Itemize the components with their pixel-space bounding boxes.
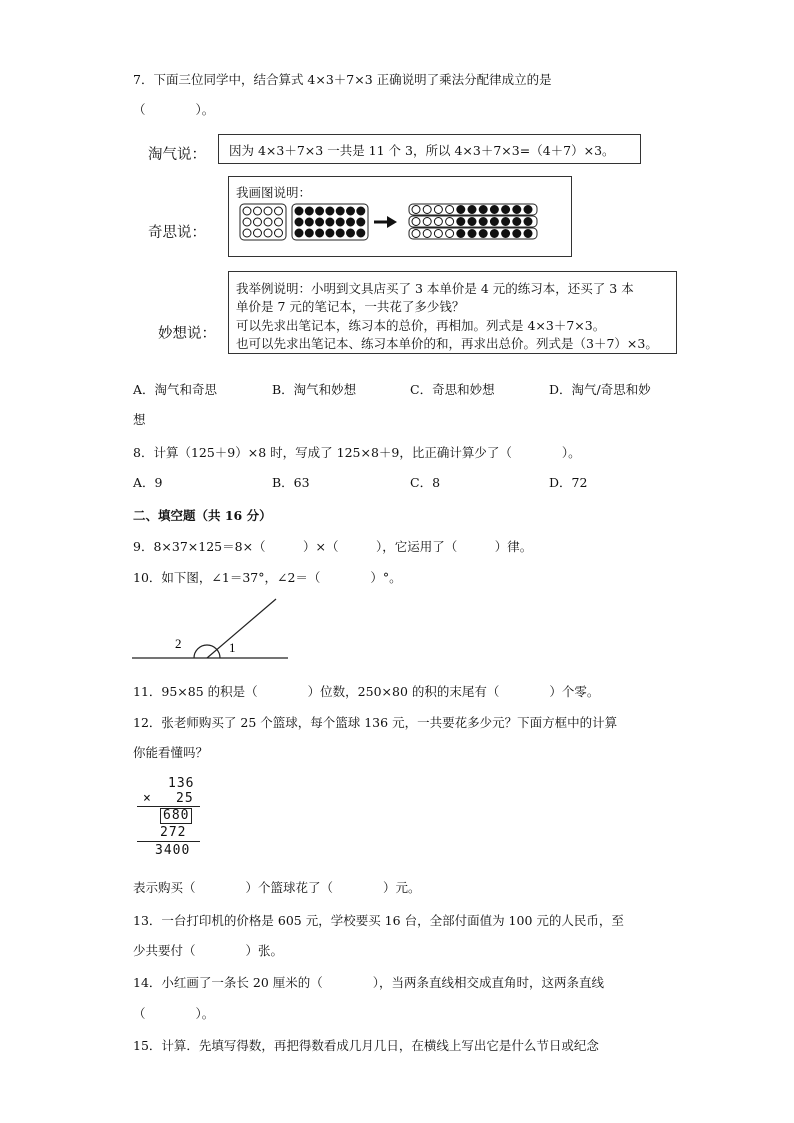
q14-line1: 14．小红画了一条长 20 厘米的（ ），当两条直线相交成直角时，这两条直线: [133, 975, 605, 990]
angle-arc: [194, 645, 220, 658]
filled-dot: [479, 218, 487, 226]
q7-option-d-wrap: 想: [133, 412, 146, 427]
hollow-dot: [275, 229, 283, 237]
miaoxiang-line: 单价是 7 元的笔记本，一共花了多少钱？: [236, 299, 465, 314]
q7-option-a[interactable]: A．淘气和奇思: [133, 382, 218, 397]
qisi-title: 我画图说明：: [236, 185, 312, 200]
filled-dot: [468, 230, 476, 238]
q13-line2: 少共要付（ ）张。: [133, 943, 284, 958]
q13-line1: 13．一台打印机的价格是 605 元，学校要买 16 台，全部付面值为 100 元的人民币，至: [133, 913, 624, 928]
filled-dot: [479, 230, 487, 238]
filled-dot: [513, 218, 521, 226]
hollow-dot: [434, 206, 442, 214]
filled-dot: [316, 218, 324, 226]
ray-line: [207, 599, 276, 658]
filled-dot: [347, 229, 355, 237]
miaoxiang-line: 可以先求出笔记本，练习本的总价，再相加。列式是 4×3＋7×3。: [236, 318, 606, 333]
miaoxiang-label: 妙想说：: [158, 326, 216, 342]
q12-answer: 表示购买（ ）个篮球花了（ ）元。: [133, 880, 421, 895]
q7-option-c[interactable]: C．奇思和妙想: [410, 382, 495, 397]
q8-option-c[interactable]: C．8: [410, 475, 441, 490]
filled-dot: [336, 218, 344, 226]
miaoxiang-line: 也可以先求出笔记本、练习本单价的和，再求出总价。列式是（3＋7）×3。: [236, 336, 658, 351]
hollow-dot: [254, 207, 262, 215]
qisi-label: 奇思说：: [148, 225, 206, 241]
filled-dot: [305, 207, 313, 215]
hollow-dot: [423, 218, 431, 226]
filled-dot: [502, 206, 510, 214]
q11: 11．95×85 的积是（ ）位数，250×80 的积的末尾有（ ）个零。: [133, 684, 600, 699]
q7-stem: 7．下面三位同学中，结合算式 4×3＋7×3 正确说明了乘法分配律成立的是: [133, 72, 552, 87]
hollow-dot: [275, 207, 283, 215]
hollow-dot: [264, 207, 272, 215]
hollow-dot: [434, 230, 442, 238]
angle-1-label: 1: [229, 640, 236, 655]
filled-dot: [295, 207, 303, 215]
hollow-dot: [275, 218, 283, 226]
angle-figure: [130, 595, 295, 665]
calc-row1: 136: [168, 776, 195, 791]
q12-line2: 你能看懂吗？: [133, 745, 209, 760]
filled-dot: [336, 207, 344, 215]
filled-dot: [316, 229, 324, 237]
q7-option-d[interactable]: D．淘气/奇思和妙: [549, 382, 651, 397]
filled-dot: [316, 207, 324, 215]
calc-rule-1: [137, 806, 200, 807]
filled-dot: [357, 229, 365, 237]
filled-dot: [524, 218, 532, 226]
filled-dot: [326, 229, 334, 237]
filled-dot: [490, 230, 498, 238]
qisi-box: [228, 176, 572, 257]
calc-rule-2: [137, 841, 200, 842]
miaoxiang-box: [228, 271, 677, 354]
arrow-icon: [387, 216, 397, 228]
taoqi-text: 因为 4×3＋7×3 一共是 11 个 3，所以 4×3＋7×3=（4＋7）×3。: [229, 143, 615, 158]
hollow-dot: [264, 218, 272, 226]
hollow-dot: [434, 218, 442, 226]
hollow-dot: [412, 218, 420, 226]
hollow-dot: [264, 229, 272, 237]
calc-times: ×: [143, 791, 152, 806]
filled-dot: [326, 218, 334, 226]
q8-option-b[interactable]: B．63: [272, 475, 310, 490]
hollow-dot: [254, 218, 262, 226]
q9: 9．8×37×125＝8×（ ）×（ ），它运用了（ ）律。: [133, 539, 533, 554]
q14-line2: （ ）。: [133, 1006, 215, 1021]
hollow-dot: [243, 218, 251, 226]
filled-dot: [457, 206, 465, 214]
filled-dot: [490, 206, 498, 214]
q8-stem: 8．计算（125＋9）×8 时，写成了 125×8＋9，比正确计算少了（ ）。: [133, 445, 581, 460]
filled-dot: [490, 218, 498, 226]
filled-dot: [502, 230, 510, 238]
q8-option-a[interactable]: A．9: [133, 475, 163, 490]
filled-dot: [468, 218, 476, 226]
filled-dot: [524, 206, 532, 214]
calc-boxed-partial: 680: [160, 808, 192, 824]
calc-row2: 25: [176, 791, 194, 806]
q10: 10．如下图，∠1＝37°，∠2＝（ ）°。: [133, 570, 402, 585]
hollow-dot: [243, 207, 251, 215]
filled-dot: [502, 218, 510, 226]
taoqi-label: 淘气说：: [148, 147, 206, 163]
hollow-dot: [446, 218, 454, 226]
dot-array-diagram: [229, 177, 571, 256]
filled-dot: [347, 207, 355, 215]
hollow-dot: [412, 230, 420, 238]
angle-2-label: 2: [175, 636, 182, 651]
calc-row4: 272: [160, 825, 187, 840]
hollow-dot: [254, 229, 262, 237]
filled-dot: [336, 229, 344, 237]
filled-dot: [295, 229, 303, 237]
filled-dot: [357, 207, 365, 215]
filled-dot: [479, 206, 487, 214]
calc-result: 3400: [155, 843, 191, 858]
filled-dot: [326, 207, 334, 215]
miaoxiang-line: 我举例说明：小明到文具店买了 3 本单价是 4 元的练习本，还买了 3 本: [236, 281, 634, 296]
filled-dot: [357, 218, 365, 226]
filled-dot: [513, 206, 521, 214]
q8-option-d[interactable]: D．72: [549, 475, 588, 490]
filled-dot: [524, 230, 532, 238]
filled-dot: [457, 218, 465, 226]
hollow-dot: [412, 206, 420, 214]
q7-answer-paren: （ ）。: [133, 102, 215, 117]
hollow-dot: [423, 206, 431, 214]
q15: 15．计算．先填写得数，再把得数看成几月几日，在横线上写出它是什么节日或纪念: [133, 1038, 599, 1053]
hollow-dot: [423, 230, 431, 238]
filled-dot: [513, 230, 521, 238]
section-heading: 二、填空题（共 16 分）: [133, 508, 272, 523]
filled-dot: [347, 218, 355, 226]
hollow-dot: [243, 229, 251, 237]
hollow-dot: [446, 206, 454, 214]
filled-dot: [295, 218, 303, 226]
filled-dot: [457, 230, 465, 238]
q12-line1: 12．张老师购买了 25 个篮球，每个篮球 136 元，一共要花多少元？下面方框中的计算: [133, 715, 618, 730]
hollow-dot: [446, 230, 454, 238]
taoqi-box: [218, 134, 641, 164]
filled-dot: [468, 206, 476, 214]
q7-option-b[interactable]: B．淘气和妙想: [272, 382, 357, 397]
filled-dot: [305, 229, 313, 237]
filled-dot: [305, 218, 313, 226]
